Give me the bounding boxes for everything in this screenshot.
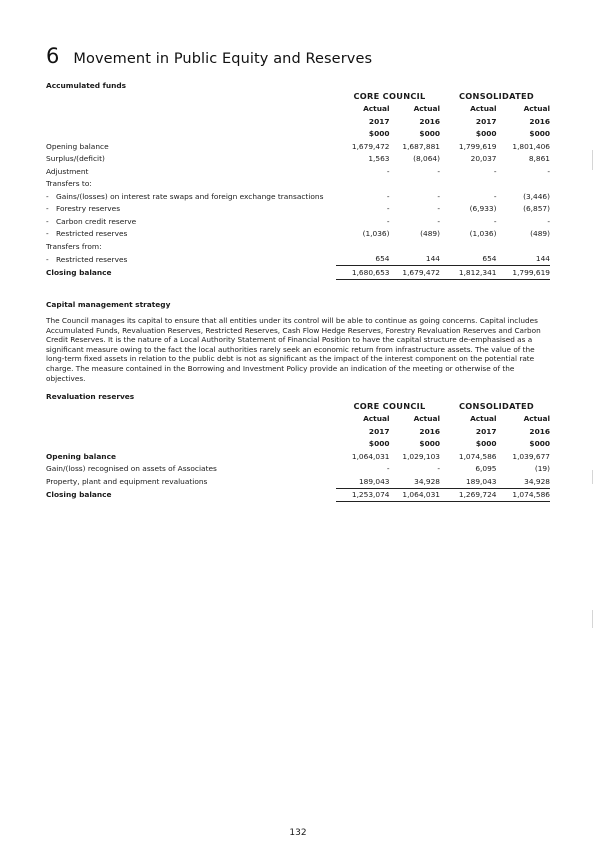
header-cell: $000 xyxy=(475,129,497,139)
header-cell: $000 xyxy=(419,439,440,449)
value-cell: 1,064,031 xyxy=(351,451,390,461)
scan-edge-mark xyxy=(592,150,593,170)
group-core-council: CORE COUNCIL xyxy=(353,401,426,412)
row-label: Closing balance xyxy=(46,267,112,277)
header-cell: 2017 xyxy=(475,116,497,126)
table-row xyxy=(46,463,550,476)
header-cell: $000 xyxy=(419,129,440,139)
value-cell: 1,029,103 xyxy=(402,451,440,461)
header-cell: 2016 xyxy=(529,426,550,436)
bullet: - xyxy=(46,216,49,226)
capital-strategy-title: Capital management strategy xyxy=(46,300,171,309)
value-cell: - xyxy=(437,191,440,201)
table-row xyxy=(46,253,550,266)
header-cell: $000 xyxy=(368,129,390,139)
table-row xyxy=(46,165,550,178)
value-cell: 34,928 xyxy=(497,475,551,488)
value-cell: - xyxy=(437,464,440,474)
value-cell: - xyxy=(547,166,550,176)
opening-balance-row xyxy=(46,450,550,463)
value-cell: (3,446) xyxy=(523,191,550,201)
header-cell: Actual xyxy=(470,414,497,424)
row-label: Gains/(losses) on interest rate swaps and foreign exchange transactions xyxy=(56,191,324,201)
bullet: - xyxy=(46,229,49,239)
value-cell: 1,064,031 xyxy=(390,488,444,502)
value-cell: - xyxy=(386,166,390,176)
value-cell: - xyxy=(386,191,390,201)
header-row xyxy=(46,413,550,426)
revaluation-reserves-title: Revaluation reserves xyxy=(46,392,135,401)
header-cell: 2016 xyxy=(419,426,440,436)
revaluation-reserves-table xyxy=(46,400,550,502)
value-cell: 654 xyxy=(336,253,390,266)
header-cell: $000 xyxy=(368,439,390,449)
value-cell: (489) xyxy=(530,229,550,239)
value-cell: 6,095 xyxy=(475,464,497,474)
value-cell: - xyxy=(386,204,390,214)
table-row xyxy=(46,215,550,228)
value-cell: 34,928 xyxy=(390,475,444,488)
value-cell: 1,679,472 xyxy=(351,141,390,151)
value-cell: 1,799,619 xyxy=(458,141,497,151)
closing-balance-row xyxy=(46,266,550,280)
section-number: 6 xyxy=(46,44,60,68)
row-label: Restricted reserves xyxy=(56,229,128,239)
row-label: Opening balance xyxy=(46,141,109,151)
row-label: Gain/(loss) recognised on assets of Associates xyxy=(46,464,217,474)
table-row xyxy=(46,153,550,166)
header-row xyxy=(46,103,550,116)
row-label: Restricted reserves xyxy=(56,254,128,264)
page-number: 132 xyxy=(289,828,307,838)
scan-edge-mark xyxy=(592,610,593,628)
value-cell: 1,074,586 xyxy=(497,488,551,502)
bullet: - xyxy=(46,204,49,214)
value-cell: (1,036) xyxy=(362,229,390,239)
table-row xyxy=(46,178,550,191)
row-label: Transfers from: xyxy=(46,241,102,251)
table-row xyxy=(46,140,550,153)
row-label: Adjustment xyxy=(46,166,89,176)
value-cell: - xyxy=(437,166,440,176)
value-cell: - xyxy=(493,166,497,176)
accumulated-funds-table xyxy=(46,90,550,280)
value-cell: 1,680,653 xyxy=(336,266,390,280)
header-cell: 2017 xyxy=(368,426,390,436)
bullet: - xyxy=(46,254,49,264)
header-cell: $000 xyxy=(529,129,550,139)
row-label: Opening balance xyxy=(46,451,116,461)
header-cell: 2017 xyxy=(368,116,390,126)
section-heading xyxy=(46,44,372,68)
header-cell: Actual xyxy=(523,104,550,114)
header-cell: 2016 xyxy=(419,116,440,126)
value-cell: 1,799,619 xyxy=(497,266,551,280)
value-cell: - xyxy=(386,464,390,474)
capital-strategy-text: The Council manages its capital to ensure that all entities under its control will be able to continue as going concerns. Capital includes Accumulated Funds, Revaluation Reserves, Restricted Reserves, Cash Flow Hedge Reserves, Forestry Revaluation Reserves and Carbon Credit Reserves. It is the nature of a Local Authority Statement of Financial Position to have the capital structure de-emphasised as a significant measure owing to the fact the local authorities rarely seek an economic return from infrastructure assets. The value of the long-term fixed assets in relation to the public debt is not as significant as the impact of the interest component on the potential rate charge. The measure contained in the Borrowing and Investment Policy provide an indication of the meeting or otherwise of the objectives. xyxy=(46,316,541,383)
header-cell: Actual xyxy=(363,414,390,424)
header-cell: 2017 xyxy=(475,426,497,436)
row-label: Transfers to: xyxy=(46,179,92,189)
row-label: Forestry reserves xyxy=(56,204,121,214)
section-title: Movement in Public Equity and Reserves xyxy=(73,51,373,67)
value-cell: 189,043 xyxy=(443,475,497,488)
group-header-row xyxy=(46,400,550,413)
value-cell: (489) xyxy=(420,229,440,239)
value-cell: 1,679,472 xyxy=(390,266,444,280)
row-label: Surplus/(deficit) xyxy=(46,154,105,164)
value-cell: 1,253,074 xyxy=(336,488,390,502)
table-row xyxy=(46,240,550,253)
header-cell: Actual xyxy=(363,104,390,114)
table-row xyxy=(46,475,550,488)
value-cell: 1,687,881 xyxy=(402,141,440,151)
value-cell: (6,933) xyxy=(469,204,497,214)
value-cell: (6,857) xyxy=(523,204,550,214)
group-consolidated: CONSOLIDATED xyxy=(458,91,534,102)
value-cell: 144 xyxy=(390,253,444,266)
header-cell: $000 xyxy=(529,439,550,449)
row-label: Closing balance xyxy=(46,490,112,500)
value-cell: 8,861 xyxy=(528,154,550,164)
value-cell: - xyxy=(437,216,440,226)
accumulated-funds-title: Accumulated funds xyxy=(46,81,127,90)
value-cell: 1,269,724 xyxy=(443,488,497,502)
value-cell: 144 xyxy=(497,253,551,266)
header-cell: $000 xyxy=(475,439,497,449)
row-label: Carbon credit reserve xyxy=(56,216,137,226)
group-core-council: CORE COUNCIL xyxy=(353,91,426,102)
bullet: - xyxy=(46,191,49,201)
value-cell: - xyxy=(493,216,497,226)
value-cell: - xyxy=(493,191,497,201)
value-cell: 1,801,406 xyxy=(512,141,550,151)
closing-balance-row xyxy=(46,488,550,502)
value-cell: 1,039,677 xyxy=(512,451,550,461)
row-label: Property, plant and equipment revaluations xyxy=(46,477,208,486)
value-cell: 1,563 xyxy=(368,154,390,164)
value-cell: (1,036) xyxy=(469,229,497,239)
group-header-row xyxy=(46,90,550,103)
value-cell: (8,064) xyxy=(413,154,440,164)
table-row xyxy=(46,190,550,203)
table-row xyxy=(46,203,550,216)
header-row xyxy=(46,128,550,141)
group-consolidated: CONSOLIDATED xyxy=(458,401,534,412)
header-row xyxy=(46,438,550,451)
value-cell: - xyxy=(437,204,440,214)
value-cell: 1,812,341 xyxy=(443,266,497,280)
header-row xyxy=(46,425,550,438)
value-cell: 654 xyxy=(443,253,497,266)
table-row xyxy=(46,228,550,241)
header-cell: 2016 xyxy=(529,116,550,126)
value-cell: - xyxy=(547,216,550,226)
header-cell: Actual xyxy=(413,414,440,424)
header-row xyxy=(46,115,550,128)
value-cell: 189,043 xyxy=(336,475,390,488)
value-cell: (19) xyxy=(534,464,550,474)
value-cell: 1,074,586 xyxy=(458,451,497,461)
value-cell: - xyxy=(386,216,390,226)
header-cell: Actual xyxy=(413,104,440,114)
header-cell: Actual xyxy=(523,414,550,424)
value-cell: 20,037 xyxy=(470,154,497,164)
header-cell: Actual xyxy=(470,104,497,114)
scan-edge-mark xyxy=(592,470,593,484)
